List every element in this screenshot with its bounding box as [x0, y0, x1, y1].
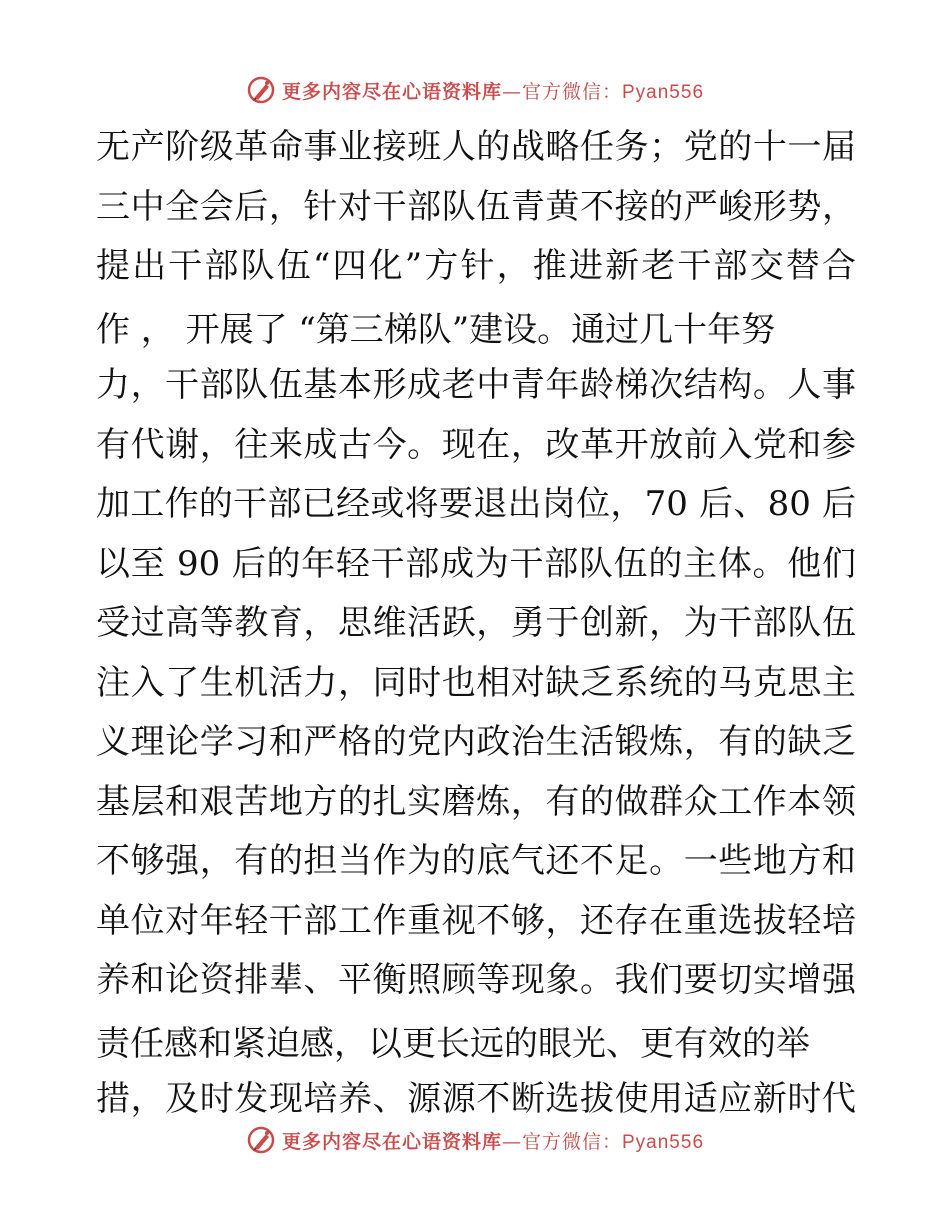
text-line: 受过高等教育，思维活跃，勇于创新，为干部队伍	[96, 603, 856, 643]
text-line: 加工作的干部已经或将要退出岗位，70 后、80 后	[96, 484, 856, 524]
watermark-text	[282, 77, 704, 104]
watermark-id: Pyan556	[622, 81, 705, 103]
body-paragraph	[96, 118, 856, 1130]
watermark-id: Pyan556	[622, 1131, 705, 1153]
text-line: 无产阶级革命事业接班人的战略任务；党的十一届	[96, 127, 856, 167]
text-line: 责任感和紧迫感，以更长远的眼光、更有效的举	[96, 1023, 810, 1064]
footer-watermark	[0, 1120, 950, 1160]
pen-logo-icon	[246, 75, 276, 105]
watermark-brand: 更多内容尽在心语资料库	[281, 1130, 502, 1153]
text-line: 提出干部队伍“四化”方针，推进新老干部交替合	[96, 246, 856, 286]
pen-logo-icon	[246, 1125, 276, 1155]
watermark-contact: 官方微信：	[521, 1130, 622, 1153]
text-line: 措，及时发现培养、源源不断选拔使用适应新时代	[96, 1079, 856, 1119]
text-line: 养和论资排辈、平衡照顾等现象。我们要切实增强	[96, 960, 856, 1000]
text-line: 基层和艰苦地方的扎实磨炼，有的做群众工作本领	[96, 781, 856, 822]
watermark-brand: 更多内容尽在心语资料库	[281, 80, 502, 103]
text-line: 以至 90 后的年轻干部成为干部队伍的主体。他们	[96, 543, 856, 584]
text-line: 义理论学习和严格的党内政治生活锻炼，有的缺乏	[96, 722, 856, 762]
text-line: 注入了生机活力，同时也相对缺乏系统的马克思主	[96, 662, 856, 703]
header-watermark	[0, 70, 950, 110]
watermark-text	[282, 1127, 704, 1154]
text-line: 单位对年轻干部工作重视不够，还存在重选拔轻培	[96, 900, 856, 941]
text-line: 作 ， 开展了 “第三梯队”建设。通过几十年努	[96, 309, 776, 350]
watermark-contact: 官方微信：	[521, 80, 622, 103]
text-line: 三中全会后，针对干部队伍青黄不接的严峻形势，	[96, 186, 856, 227]
watermark-separator: —	[501, 80, 522, 103]
text-line: 不够强，有的担当作为的底气还不足。一些地方和	[96, 841, 856, 881]
watermark-separator: —	[501, 1130, 522, 1153]
text-line: 有代谢，往来成古今。现在，改革开放前入党和参	[96, 424, 856, 465]
text-line: 力，干部队伍基本形成老中青年龄梯次结构。人事	[96, 365, 856, 405]
